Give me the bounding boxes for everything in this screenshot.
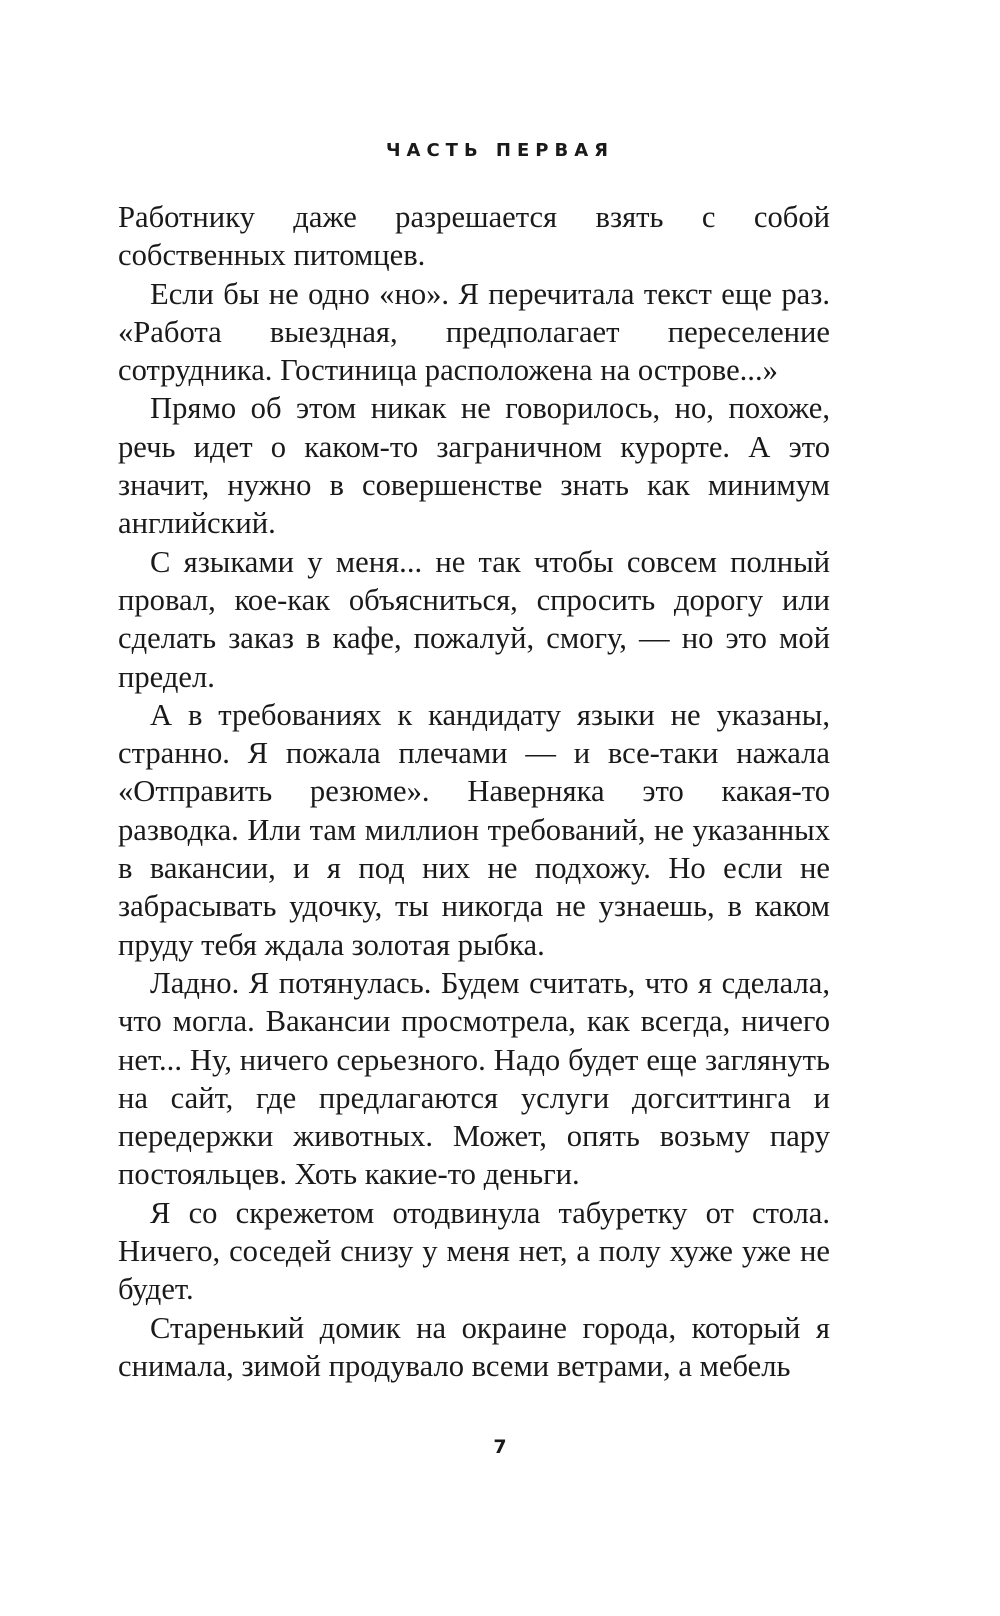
paragraph: А в требованиях к кандидату языки не указаны, странно. Я пожала плечами — и все-таки нажала «Отправить резюме». Наверняка это какая-то разводка. Или там миллион требований, не указанных в вакансии, и я под них не подхожу. Но если не забрасывать удочку, ты никогда не узнаешь, в каком пруду тебя ждала золотая рыбка. [118, 697, 830, 962]
page-number: 7 [493, 1436, 507, 1458]
paragraph: Я со скрежетом отодвинула табуретку от стола. Ничего, соседей снизу у меня нет, а полу хуже уже не будет. [118, 1195, 830, 1307]
paragraph: С языками у меня... не так чтобы совсем полный провал, кое-как объясниться, спросить дорогу или сделать заказ в кафе, пожалуй, смогу, — но это мой предел. [118, 544, 830, 694]
paragraph: Старенький домик на окраине города, который я снимала, зимой продувало всеми ветрами, а мебель [118, 1310, 830, 1383]
paragraph: Работнику даже разрешается взять с собой собственных питомцев. [118, 200, 830, 273]
paragraph: Ладно. Я потянулась. Будем считать, что я сделала, что могла. Вакансии просмотрела, как всегда, ничего нет... Ну, ничего серьезного. Надо будет еще заглянуть на сайт, где предлагаются услуги догситтинга и передержки животных. Может, опять возьму пару постояльцев. Хоть какие-то деньги. [118, 965, 830, 1192]
paragraph: Прямо об этом никак не говорилось, но, похоже, речь идет о каком-то заграничном курорте. А это значит, нужно в совершенстве знать как минимум английский. [118, 391, 830, 541]
paragraph: Если бы не одно «но». Я перечитала текст еще раз. «Работа выездная, предполагает переселение сотрудника. Гостиница расположена на острове...» [118, 276, 830, 388]
running-header: ЧАСТЬ ПЕРВАЯ [385, 140, 614, 161]
body-text [118, 198, 830, 1385]
